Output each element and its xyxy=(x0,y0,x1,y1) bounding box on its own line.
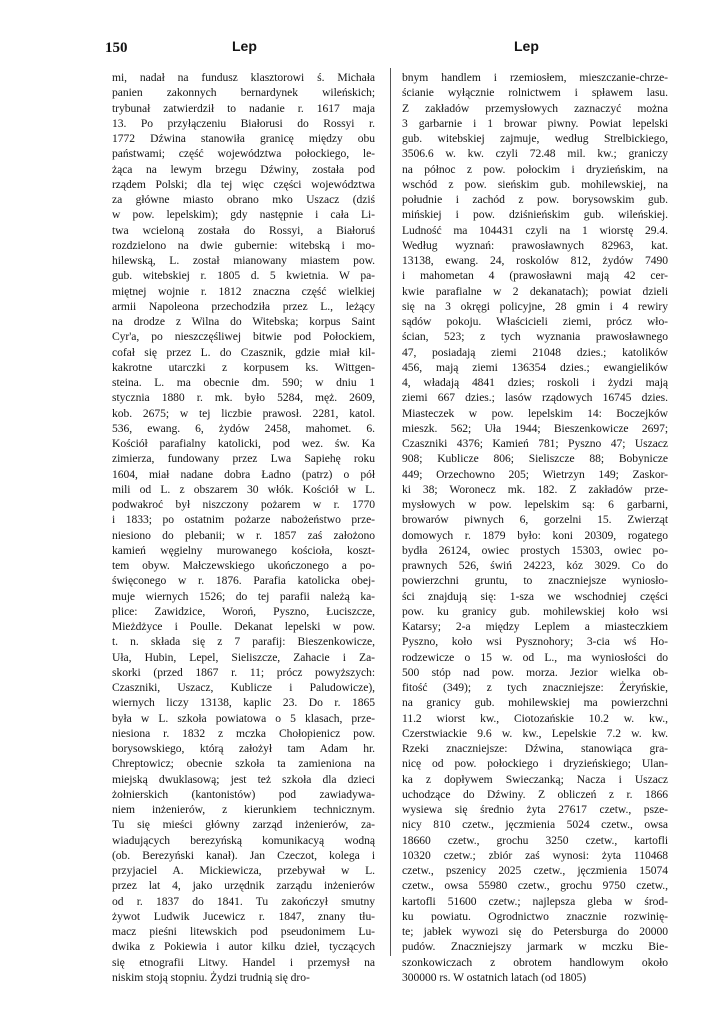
text-line: na północ z pow. połockim i dryzieńskim, na xyxy=(402,162,668,176)
text-line: (ob. Berezyński kanał). Jan Czeczot, kolega i xyxy=(112,848,375,862)
text-line: i 1833; po ostatnim pożarze nabożeństwo prze- xyxy=(112,513,375,527)
text-line: i mahometan 4 (prawosławni mają 42 cer- xyxy=(402,269,668,283)
text-line: trybunał zatwierdził to nadanie r. 1617 maja xyxy=(112,101,375,115)
text-line: Czaszniki, Uszacz, Kublicze i Paludowicze), xyxy=(112,681,375,694)
text-line: zimierza, fundowany przez Lwa Sapiehę roku xyxy=(112,452,375,466)
text-line: hilewską, L. został mianowany miastem pow. xyxy=(112,254,375,267)
text-line: macz pieśni litewskich pod pseudonimem Lu- xyxy=(112,925,375,938)
text-line: borysowskiego, którą założył tam Adam hr. xyxy=(112,742,375,755)
text-line: żołnierskich (kantonistów) pod zawiadywa- xyxy=(112,787,375,801)
text-line: niesiono do plebanii; w r. 1857 zaś założono xyxy=(112,528,375,542)
text-line: uchodzące do Dźwiny. Z obliczeń z r. 1866 xyxy=(402,787,668,801)
text-line: 536, ewang. 6, żydów 2458, mahomet. 6. xyxy=(112,421,375,435)
text-line: Ludność ma 104431 czyli na 1 wiorstę 29.4. xyxy=(402,223,668,237)
text-line: ścian, 523; z tych wyznania prawosławnego xyxy=(402,330,668,344)
text-line: 300000 rs. W ostatnich latach (od 1805) xyxy=(402,970,587,984)
text-line: kob. 2675; w tej liczbie prawosł. 2281, katol. xyxy=(112,406,375,420)
text-line: na drodze z Wilna do Witebska; korpus Saint xyxy=(112,315,375,328)
text-line: steina. L. ma obecnie dm. 590; w dniu 1 xyxy=(112,376,375,389)
text-line: Według wyznań: prawosławnych 82963, kat. xyxy=(402,238,668,252)
text-line: mińskiej i pow. dziśnieńskim gub. wileńskiej. xyxy=(402,208,668,222)
text-line: 1772 Dźwina stanowiła granicę między obu xyxy=(112,132,375,145)
text-line: 18660 czetw., grochu 3250 czetw., kartofli xyxy=(402,833,668,847)
text-line: od r. 1837 do 1841. Tu zakończył smutny xyxy=(112,894,375,908)
text-line: muje wiernych 1526; do tej parafii należą ka- xyxy=(112,589,375,603)
text-line: Kościół parafialny katolicki, pod wez. św. Ka xyxy=(112,437,375,450)
text-line: kamień węgielny murowanego kościoła, koszt- xyxy=(112,543,375,557)
text-line: stycznia 1880 r. mk. było 5284, męż. 2609, xyxy=(112,391,375,405)
text-line: Katarsy; 2-a między Leplem a miasteczkiem xyxy=(402,620,668,633)
text-line: te; jabłek wywozi się do Petersburga do 20000 xyxy=(402,925,668,938)
text-line: 47, posiadają ziemi 21048 dzies.; katolików xyxy=(402,345,668,359)
text-line: wiadujących berezyńską komunikacyą wodną xyxy=(112,833,375,847)
text-line: 10320 czetw.; zbiór zaś wynosi: żyta 110468 xyxy=(402,848,668,862)
text-line: wschód z pow. sieńskim gub. mohilewskiej, na xyxy=(402,177,668,191)
text-line: Czaszniki 4376; Kamień 781; Pyszno 47; Uszacz xyxy=(402,437,668,450)
text-line: miejską dwuklasową; jest też szkoła dla dzieci xyxy=(112,772,375,786)
text-line: się na 3 okręgi policyjne, 28 gmin i 4 rewiry xyxy=(402,299,668,313)
text-line: cofał się przez L. do Czasznik, gdzie miał kil- xyxy=(112,345,375,359)
text-line: żąca na lewym brzegu Dźwiny, została pod xyxy=(112,162,375,176)
text-line: kwie parafialne w 2 dekanatach); powiat dzieli xyxy=(402,284,668,298)
text-line: plice: Zawidzice, Woroń, Pyszno, Łuciszcze, xyxy=(112,604,375,618)
text-line: miętnej wojnie r. 1812 znaczna część wielkiej xyxy=(112,284,375,298)
text-line: ki 38; Woroneсz mk. 182. Z zakładów prze- xyxy=(402,482,668,496)
text-line: 1604, miał nadane dobra Ładno (patrz) o pół xyxy=(112,467,375,481)
text-line: wiernych liczy 13138, kaplic 23. Do r. 1865 xyxy=(112,696,375,710)
text-line: bnym handlem i rzemiosłem, mieszczanie-chrze- xyxy=(402,71,668,84)
text-line: ści znajdują się: 1-sza we wschodniej części xyxy=(402,589,668,603)
text-line: rodzewicze o 15 w. od L., ma wyniosłości do xyxy=(402,650,668,664)
text-line: fitość (349); z tych znaczniejsze: Żeryńskie, xyxy=(402,681,668,694)
text-line: panien zakonnych bernardynek wileńskich; xyxy=(112,86,375,100)
text-line: mieszk. 562; Uła 1944; Bieszenkowicze 2697; xyxy=(402,421,668,435)
text-line: czetw., owsa 55980 czetw., grochu 9750 czetw., xyxy=(402,879,668,893)
text-line: przez lat 4, jako urzędnik zarządu inżenierów xyxy=(112,879,375,893)
text-line: 4, władają 4841 dzies; roskoli i żydzi mają xyxy=(402,376,668,389)
text-line: 13138, ewang. 24, roskolów 812, żydów 7490 xyxy=(402,254,668,267)
text-line: Cyr'a, po nieszczęśliwej bitwie pod Połockiem, xyxy=(112,330,375,344)
text-line: niskim stoją stopniu. Żydzi trudnią się dro- xyxy=(112,970,310,984)
text-line: gub. witebskiej r. 1805 d. 5 kwietnia. W pa- xyxy=(112,269,375,283)
text-line: pudów. Znaczniejszy jarmark w mczku Bie- xyxy=(402,940,668,954)
left-text-column xyxy=(112,70,375,984)
right-text-column xyxy=(402,70,668,984)
column-divider xyxy=(390,68,391,956)
text-line: 908; Kublicze 806; Sieliszcze 88; Bobyniсze xyxy=(402,452,668,466)
text-line: kakrotne utarczki z korpusem ks. Wittgen- xyxy=(112,360,375,374)
text-line: 11.2 wiorst kw., Ciotozańskie 10.2 w. kw., xyxy=(402,711,668,725)
page-number: 150 xyxy=(105,40,128,56)
text-line: przyjaciel A. Mickiewicza, przebywał w L. xyxy=(112,864,375,877)
text-line: pow. ku granicy gub. mohilewskiej koło wsi xyxy=(402,604,668,618)
text-line: domowych r. 1879 było: koni 20309, rogatego xyxy=(402,528,668,542)
text-line: Miasteczek w pow. lepelskim 14: Boczejków xyxy=(402,406,668,420)
text-line: się etnografii Litwy. Handel i przemysł na xyxy=(112,955,375,969)
text-line: tem obyw. Małczewskiego ukończonego a po- xyxy=(112,559,375,572)
text-line: mysłowych w pow. lepelskim są: 6 garbarni, xyxy=(402,498,668,511)
text-line: browarów piwnych 6, gorzelni 15. Zwierząt xyxy=(402,513,668,527)
text-line: 3 garbarnie i 1 browar piwny. Powiat lepelski xyxy=(402,116,668,130)
text-line: mili od L. z obszarem 30 włók. Kościół w L. xyxy=(112,482,375,496)
text-line: Chreptowicz; obecnie szkoła ta zamieniona na xyxy=(112,757,375,771)
text-line: Pyszno, koło wsi Pysznohory; 3-cia wś Ho- xyxy=(402,635,668,649)
text-line: 456, mają ziemi 136354 dzies.; ewangielików xyxy=(402,360,668,374)
text-line: niem inżenierów, z kierunkiem technicznym. xyxy=(112,803,375,816)
text-line: bydła 26124, owiec prostych 15303, owiec po- xyxy=(402,543,668,557)
text-line: kartofli 51600 czetw.; najlepsza gleba w środ- xyxy=(402,894,668,908)
text-line: Tu się mieści główny zarząd inżenierów, za- xyxy=(112,818,375,832)
text-line: ka z dopływem Swieczanką; Nacza i Uszacz xyxy=(402,772,668,786)
text-line: Rzeki znaczniejsze: Dźwina, stanowiąca gra- xyxy=(402,742,668,755)
text-line: w pow. lepelskim); gdy następnie i cała Li- xyxy=(112,208,375,222)
text-line: powierzchni gruntu, to znaczniejsze wyniosło- xyxy=(402,574,668,588)
text-line: 500 stóp nad pow. morza. Jezior wielka ob- xyxy=(402,665,668,679)
text-line: prawnych 526, świń 24223, kóz 3029. Co do xyxy=(402,559,668,572)
text-line: na granicy gub. mohilewskiej ma powierzchni xyxy=(402,696,668,710)
text-line: ku powiatu. Ogrodnictwo znacznie rozwinię- xyxy=(402,909,668,923)
text-line: państwami; część województwa połockiego, le- xyxy=(112,147,375,161)
text-line: 13. Po przyłączeniu Białorusi do Rossyi r. xyxy=(112,116,375,130)
text-line: t. n. składa się z 7 parafij: Bieszenkowicze, xyxy=(112,635,375,649)
text-line: święconego w r. 1876. Parafia katolicka obej- xyxy=(112,574,375,588)
text-line: Uła, Hubin, Lepel, Sieliszcze, Zahacie i Za- xyxy=(112,650,375,664)
text-line: Z zakładów przemysłowych zaznaczyć można xyxy=(402,101,668,115)
text-line: czetw., pszenicy 2025 czetw., jęczmienia 15074 xyxy=(402,864,668,877)
text-line: ścianie wyłącznie rolnictwem i spławem lasu. xyxy=(402,86,668,100)
text-line: ziemi 667 dzies.; lasów rządowych 16745 dzies. xyxy=(402,391,668,405)
text-line: żywot Ludwik Jucewicz r. 1847, znany tłu- xyxy=(112,909,375,923)
running-headword-left: Lep xyxy=(232,38,257,54)
text-line: 3506.6 w. kw. czyli 72.48 mil. kw.; graniczy xyxy=(402,147,668,161)
text-line: nicę od pow. połockiego i dryzieńskiego; Ulan- xyxy=(402,757,668,771)
text-line: za główne miasto obrano mko Uszacz (dziś xyxy=(112,193,375,206)
text-line: rozdzielono na dwie gubernie: witebską i mo- xyxy=(112,238,375,252)
text-line: sądów pokoju. Właścicieli ziemi, prócz wło- xyxy=(402,315,668,328)
text-line: mi, nadał na fundusz klasztorowi ś. Michała xyxy=(112,71,375,84)
text-line: nicy 810 czetw., jęczmienia 5024 czetw., owsa xyxy=(402,818,668,832)
text-line: podwakroć był niszczony pożarem w r. 1770 xyxy=(112,498,375,511)
text-line: armii Napoleona przechodziła przez L., leżący xyxy=(112,299,375,313)
text-line: Czerstwiackie 9.6 w. kw., Lepelskie 7.2 w. kw. xyxy=(402,726,668,740)
text-line: Mieżdżyce i Poulle. Dekanat lepelski w pow. xyxy=(112,620,375,633)
text-line: skorki (przed 1867 r. 11; prócz powyższych: xyxy=(112,665,375,679)
text-line: południe i zachód z pow. borysowskim gub. xyxy=(402,193,668,206)
text-line: szonkowiczach z obrotem handlowym około xyxy=(402,955,668,969)
text-line: twa wcieloną została do Rossyi, a Białoruś xyxy=(112,223,375,237)
text-line: dwika z Pokiewia i autor kilku dzieł, tyczących xyxy=(112,940,375,954)
page-header xyxy=(0,0,720,64)
text-line: gub. witebskiej zajmuje, według Strelbickiego, xyxy=(402,132,668,145)
text-line: wysiewa się średnio żyta 27617 czetw., psze- xyxy=(402,803,668,816)
text-line: była w L. szkoła powiatowa o 5 klasach, prze- xyxy=(112,711,375,725)
text-line: niesiona r. 1832 z mczka Chołopienicz pow. xyxy=(112,726,375,740)
text-line: 449; Orzechowno 205; Wietrzyn 149; Zaskor- xyxy=(402,467,668,481)
text-line: rządem Polski; dla tej więc części województwa xyxy=(112,177,375,191)
running-headword-right: Lep xyxy=(514,38,539,54)
